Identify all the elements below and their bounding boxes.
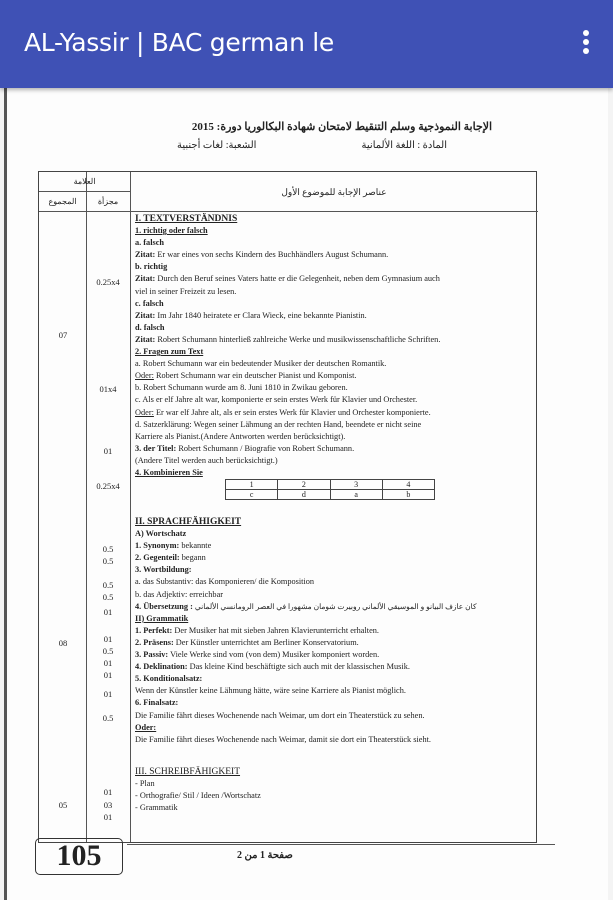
app-title: AL-Yassir | BAC german le: [24, 28, 334, 57]
item-text: a. das Substantiv: das Komponieren/ die Komposition: [135, 577, 315, 587]
subject: المادة : اللغة الألمانية: [361, 140, 447, 151]
item-text: Wenn der Künstler keine Lähmung hätte, wäre seine Karriere als Pianist möglich.: [135, 686, 406, 696]
item-label: 3. Wortbildung:: [135, 565, 192, 575]
answer-text: Karriere als Pianist.(Andere Antworten werden berücksichtigt).: [135, 431, 346, 441]
answer-text: Robert Schumann war ein deutscher Pianist und Komponist.: [153, 371, 357, 381]
combo-cell: 2: [278, 480, 330, 490]
quote-text: viel in seiner Freizeit zu lesen.: [135, 286, 237, 296]
combo-cell: d: [278, 490, 330, 500]
item-label: 4. Deklination:: [135, 662, 188, 672]
partial: 01: [103, 787, 113, 797]
answer-text: c. Als er elf Jahre alt war, komponierte er sein erstes Werk für Klavier und Orchester.: [135, 395, 418, 405]
partial: 01x4: [99, 384, 117, 394]
item-text: Der Künstler unterrichtet am Berliner Konservatorium.: [173, 637, 359, 647]
item-text: b. das Adjektiv: erreichbar: [135, 589, 224, 599]
answer-label: a. falsch: [135, 238, 165, 248]
combination-table: [225, 479, 435, 500]
partial: 01: [103, 446, 113, 456]
quote-label: Zitat:: [135, 334, 156, 344]
item-text: - Grammatik: [135, 803, 178, 813]
partial-header: مجزأة: [97, 197, 119, 206]
partial: 01: [103, 670, 113, 680]
combo-cell: 1: [226, 480, 278, 490]
branch: الشعبة: لغات أجنبية: [177, 140, 257, 151]
item-text: - Plan: [135, 779, 155, 789]
item-text: bekannte: [179, 541, 212, 551]
quote-label: Zitat:: [135, 310, 156, 320]
item-label: 4. Übersetzung :: [135, 601, 193, 611]
partial: 0.25x4: [96, 481, 120, 491]
item-label: 1. Perfekt:: [135, 625, 173, 635]
partial: 0.5: [102, 592, 114, 602]
partial: 0.5: [102, 544, 114, 554]
answer-text: a. Robert Schumann war ein bedeutender Musiker der deutschen Romantik.: [135, 359, 387, 369]
item-label: 5. Konditionalsatz:: [135, 674, 203, 684]
combo-cell: a: [330, 490, 382, 500]
oder-label: Oder:: [135, 722, 157, 732]
answers-header: عناصر الإجابة للموضوع الأول: [281, 187, 387, 197]
footer-divider: [127, 844, 555, 845]
item-text: Viele Werke sind vom (von dem) Musiker komponiert worden.: [168, 650, 380, 660]
answer-label: d. falsch: [135, 322, 165, 332]
more-vert-icon[interactable]: [581, 30, 591, 58]
item-text: Die Familie fährt dieses Wochenende nach Weimar, damit sie dort ein Theaterstück sieht.: [135, 734, 432, 744]
section-title: III. SCHREIBFÄHIGKEIT: [135, 767, 241, 777]
subheading: 1. richtig oder falsch: [135, 226, 208, 236]
item-label: 1. Synonym:: [135, 541, 180, 551]
total-3: 05: [58, 800, 68, 810]
doc-heading: الإجابة النموذجية وسلم التنقيط لامتحان شهادة البكالوريا دورة: 2015: [191, 121, 493, 133]
section-title: II. SPRACHFÄHIGKEIT: [135, 517, 242, 527]
partial: 03: [103, 800, 113, 810]
combo-cell: 3: [330, 480, 382, 490]
answer-text: b. Robert Schumann wurde am 8. Juni 1810 in Zwikau geboren.: [135, 383, 348, 393]
section-1: [135, 213, 535, 500]
translation-text: كان عازف البيانو و الموسيقي الألماني روبيرت شومان مشهورا في العصر الرومانسي الألماني: [194, 601, 477, 611]
doc-subheading: [177, 140, 447, 151]
item-text: - Orthografie/ Stil / Ideen /Wortschatz: [135, 791, 261, 801]
quote-text: Er war eines von sechs Kindern des Buchhändlers August Schumann.: [155, 250, 389, 260]
document-image: [4, 88, 608, 900]
combo-cell: b: [382, 490, 434, 500]
app-bar: [0, 0, 613, 88]
section-3: [135, 766, 535, 814]
section-title: I. TEXTVERSTÄNDNIS: [135, 214, 238, 224]
partial: 01: [103, 812, 113, 822]
subheading: 2. Fragen zum Text: [135, 347, 204, 357]
item-label: 3. Passiv:: [135, 650, 169, 660]
oder-label: Oder:: [135, 371, 154, 381]
quote-text: Robert Schumann hinterließ zahlreiche Werke und musikwissenschaftliche Schriften.: [155, 334, 441, 344]
partial: 0.5: [102, 580, 114, 590]
page-badge: 105: [35, 838, 123, 875]
combo-cell: 4: [382, 480, 434, 490]
partial: 01: [103, 634, 113, 644]
subheading: 3. der Titel:: [135, 443, 177, 453]
answer-text: Er war elf Jahre alt, als er sein erstes Werk für Klavier und Orchester komponierte.: [153, 407, 431, 417]
item-text: begann: [179, 553, 206, 563]
grade-header: العلامة: [73, 177, 96, 186]
partial: 0.25x4: [96, 277, 120, 287]
partial: 01: [103, 658, 113, 668]
total-header: المجموع: [48, 197, 77, 206]
answer-text: Robert Schumann / Biografie von Robert Schumann.: [176, 443, 355, 453]
answer-label: b. richtig: [135, 262, 168, 272]
subheading: A) Wortschatz: [135, 529, 187, 539]
quote-text: Durch den Beruf seines Vaters hatte er die Gelegenheit, neben dem Gymnasium auch: [155, 274, 440, 284]
quote-label: Zitat:: [135, 274, 156, 284]
answer-text: (Andere Titel werden auch berücksichtigt.): [135, 455, 278, 465]
partial: 0.5: [102, 646, 114, 656]
combo-cell: c: [226, 490, 278, 500]
quote-label: Zitat:: [135, 250, 156, 260]
oder-label: Oder:: [135, 407, 154, 417]
item-label: 2. Präsens:: [135, 637, 174, 647]
subheading: II) Grammatik: [135, 613, 189, 623]
item-label: 2. Gegenteil:: [135, 553, 180, 563]
item-text: Der Musiker hat mit sieben Jahren Klavierunterricht erhalten.: [172, 625, 379, 635]
partial: 01: [103, 607, 113, 617]
item-label: 6. Finalsatz:: [135, 698, 179, 708]
quote-text: Im Jahr 1840 heiratete er Clara Wieck, eine bekannte Pianistin.: [155, 310, 367, 320]
page-number: صفحة 1 من 2: [237, 850, 293, 861]
total-2: 08: [58, 638, 68, 648]
partial: 01: [103, 689, 113, 699]
answer-text: d. Satzerklärung: Wegen seiner Lähmung an der rechten Hand, beendete er nicht seine: [135, 419, 422, 429]
item-text: Die Familie fährt dieses Wochenende nach Weimar, um dort ein Theaterstück zu sehen.: [135, 710, 425, 720]
partial: 0.5: [102, 713, 114, 723]
answer-label: c. falsch: [135, 298, 164, 308]
section-2: [135, 516, 535, 746]
total-1: 07: [58, 330, 68, 340]
partial: 0.5: [102, 556, 114, 566]
item-text: Das kleine Kind beschäftigte sich auch mit der klassischen Musik.: [187, 662, 410, 672]
subheading: 4. Kombinieren Sie: [135, 467, 203, 477]
